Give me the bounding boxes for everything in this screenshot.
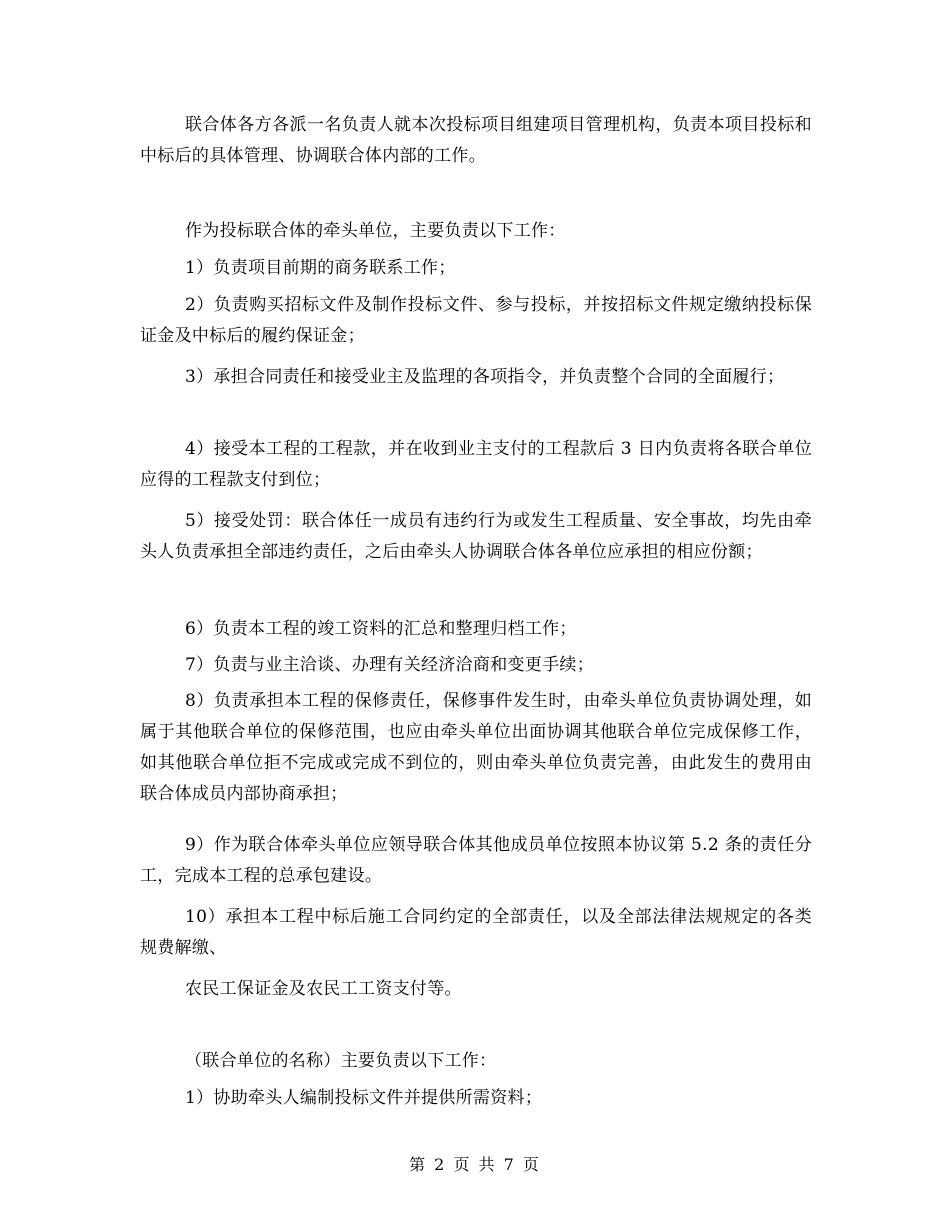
paragraph-11: 9）作为联合体牵头单位应领导联合体其他成员单位按照本协议第 5.2 条的责任分工，完成本工程的总承包建设。 [140, 835, 812, 886]
paragraph-5: 3）承担合同责任和接受业主及监理的各项指令，并负责整个合同的全面履行； [185, 367, 785, 387]
page-footer: 第 2 页 共 7 页 [409, 1155, 541, 1174]
paragraph-14: （联合单位的名称）主要负责以下工作： [185, 1051, 497, 1071]
paragraph-1: 联合体各方各派一名负责人就本次投标项目组建项目管理机构，负责本项目投标和中标后的具体管理、协调联合体内部的工作。 [140, 115, 812, 166]
paragraph-8: 6）负责本工程的竣工资料的汇总和整理归档工作； [185, 619, 577, 639]
paragraph-12: 10）承担本工程中标后施工合同约定的全部责任，以及全部法律法规规定的各类规费解缴、 [140, 907, 812, 958]
paragraph-15: 1）协助牵头人编制投标文件并提供所需资料； [185, 1088, 543, 1108]
paragraph-4: 2）负责购买招标文件及制作投标文件、参与投标，并按招标文件规定缴纳投标保证金及中标后的履约保证金； [140, 295, 812, 346]
paragraph-7: 5）接受处罚：联合体任一成员有违约行为或发生工程质量、安全事故，均先由牵头人负责承担全部违约责任，之后由牵头人协调联合体各单位应承担的相应份额； [140, 511, 812, 562]
paragraph-3: 1）负责项目前期的商务联系工作； [185, 258, 456, 278]
paragraph-9: 7）负责与业主洽谈、办理有关经济洽商和变更手续； [185, 655, 595, 675]
paragraph-6: 4）接受本工程的工程款，并在收到业主支付的工程款后 3 日内负责将各联合单位应得的工程款支付到位； [140, 439, 812, 490]
paragraph-13: 农民工保证金及农民工工资支付等。 [185, 979, 462, 999]
paragraph-10: 8）负责承担本工程的保修责任，保修事件发生时，由牵头单位负责协调处理，如属于其他联合单位的保修范围，也应由牵头单位出面协调其他联合单位完成保修工作，如其他联合单位拒不完成或完成不到位的，则由牵头单位负责完善，由此发生的费用由联合体成员内部协商承担； [140, 691, 812, 804]
paragraph-2: 作为投标联合体的牵头单位，主要负责以下工作： [185, 221, 566, 241]
